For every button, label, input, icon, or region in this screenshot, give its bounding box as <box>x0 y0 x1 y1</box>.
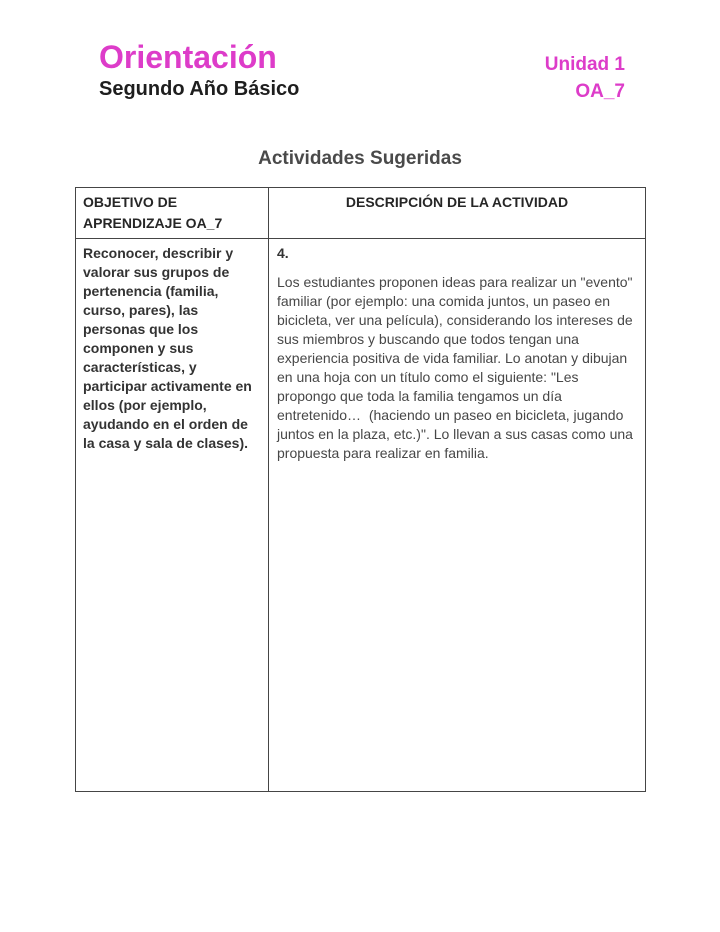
table-row <box>76 239 646 792</box>
activity-cell <box>269 239 646 792</box>
page-title: Orientación <box>99 39 277 75</box>
unit-label: Unidad 1 <box>544 54 625 75</box>
column-header-objective: OBJETIVO DE APRENDIZAJE OA_7 <box>76 188 269 239</box>
activity-number: 4. <box>277 245 289 261</box>
page-subtitle: Segundo Año Básico <box>99 78 300 100</box>
oa-code: OA_7 <box>575 81 625 102</box>
table-header-row <box>76 188 646 239</box>
activity-description: Los estudiantes proponen ideas para realizar un "evento" familiar (por ejemplo: una comida juntos, un paseo en bicicleta, ver una película), considerando los intereses de sus miembros y buscando que todos tengan una experiencia positiva de vida familiar. Lo anotan y dibujan en una hoja con un título como el siguiente: "Les propongo que toda la familia tengamos un día entretenido… (haciendo un paseo en bicicleta, jugando juntos en la plaza, etc.)". Lo llevan a sus casas como una propuesta para realizar en familia. <box>277 274 637 461</box>
objective-cell: Reconocer, describir y valorar sus grupos de pertenencia (familia, curso, pares), las personas que los componen y sus características, y participar activamente en ellos (por ejemplo, ayudando en el orden de la casa y sala de clases). <box>76 239 269 792</box>
suggested-activities-table <box>75 187 646 792</box>
header-unit-block <box>545 51 625 105</box>
section-title: Actividades Sugeridas <box>258 148 462 169</box>
column-header-description: DESCRIPCIÓN DE LA ACTIVIDAD <box>269 188 646 239</box>
